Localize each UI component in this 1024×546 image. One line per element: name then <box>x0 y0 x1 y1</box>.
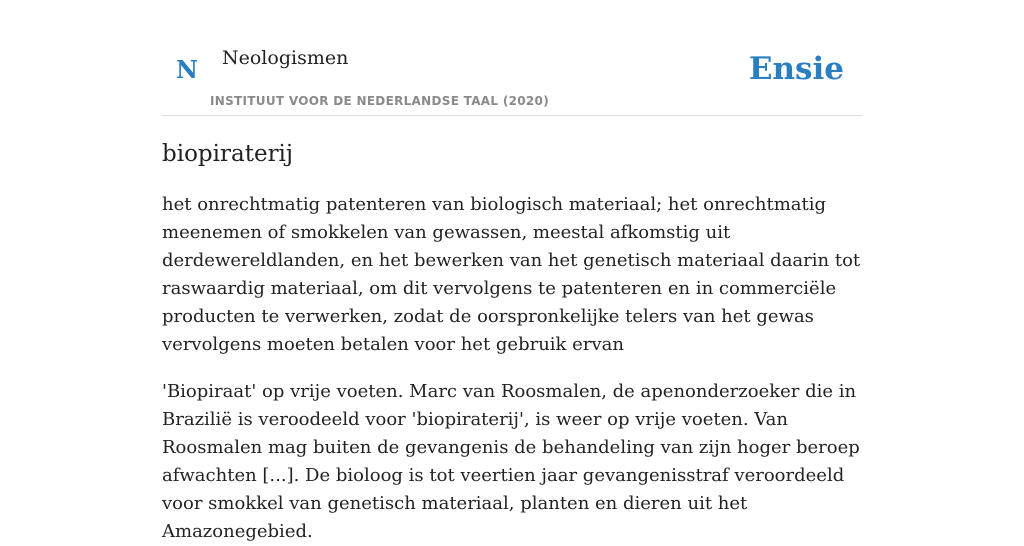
source-meta: INSTITUUT VOOR DE NEDERLANDSE TAAL (2020) <box>210 94 549 108</box>
source-header <box>162 0 862 116</box>
source-initial: N <box>176 55 198 84</box>
headword: biopiraterij <box>162 141 294 167</box>
entry-content <box>162 136 862 546</box>
definition-text: het onrechtmatig patenteren van biologisch materiaal; het onrechtmatig meenemen of smokkelen van gewassen, meestal afkomstig uit derdewereldlanden, en het bewerken van het genetisch materiaal daarin tot raswaardig materiaal, om dit vervolgens te patenteren en in commerciële producten te verwerken, zodat de oorspronkelijke telers van het gewas vervolgens moeten betalen voor het gebruik ervan <box>162 194 861 355</box>
ensie-logo[interactable]: Ensie <box>748 51 844 87</box>
source-name[interactable]: Neologismen <box>222 47 349 69</box>
example-quote: 'Biopiraat' op vrije voeten. Marc van Roosmalen, de apenonderzoeker die in Brazilië is veroodeeld voor 'biopiraterij', is weer op vrije voeten. Van Roosmalen mag buiten de gevangenis de behandeling van zijn hoger beroep afwachten [...]. De bioloog is tot veertien jaar gevangenisstraf veroordeeld voor smokkel van genetisch materiaal, planten en dieren uit het Amazonegebied. <box>162 381 860 542</box>
